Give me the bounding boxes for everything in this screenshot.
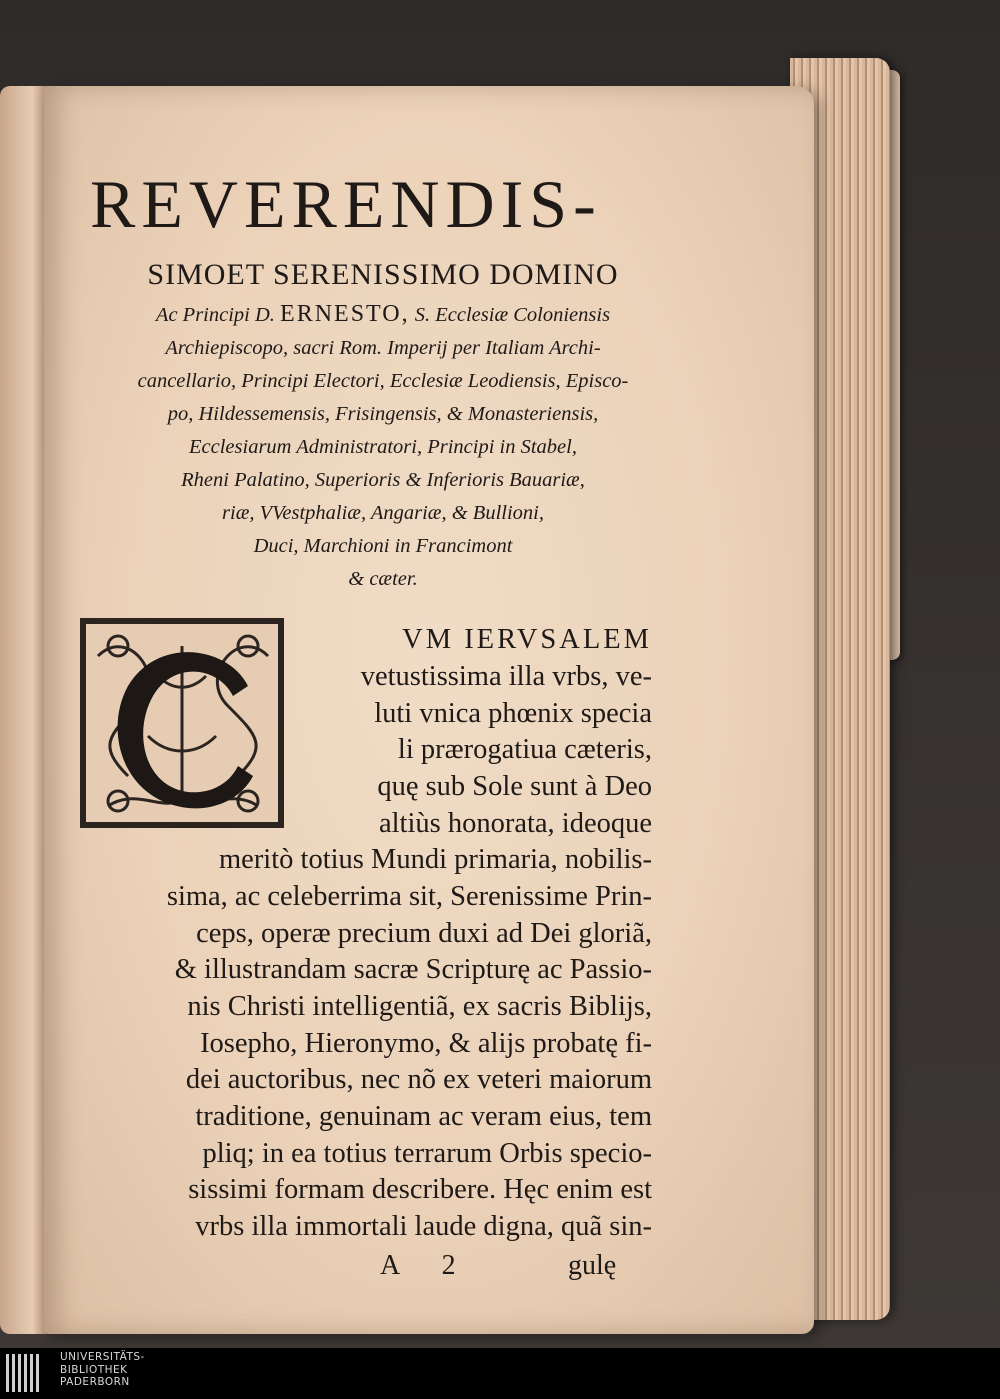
dedication-line: cancellario, Principi Electori, Ecclesiæ Leodiensis, Episco- — [137, 370, 629, 392]
body-line: Iosepho, Hieronymo, & alijs probatę fi- — [200, 1028, 652, 1059]
dedication-block — [84, 298, 682, 596]
left-page-edge — [0, 86, 46, 1334]
dedication-line: Archiepiscopo, sacri Rom. Imperij per Italiam Archi- — [165, 337, 601, 359]
body-line: sima, ac celeberrima sit, Serenissime Prin- — [166, 881, 652, 912]
body-line: traditione, genuinam ac veram eius, tem — [195, 1101, 652, 1132]
body-line: & illustrandam sacræ Scripturę ac Passio- — [174, 954, 652, 985]
body-line: nis Christi intelligentiã, ex sacris Biblijs, — [187, 991, 652, 1022]
body-line: dei auctoribus, nec nõ ex veteri maiorum — [185, 1064, 652, 1095]
dedication-line: Rheni Palatino, Superioris & Inferioris Bauariæ, — [181, 469, 585, 491]
logo-line: UNIVERSITÄTS- — [60, 1351, 145, 1363]
page-title: REVERENDIS- — [90, 166, 602, 242]
catchword: gulę — [568, 1250, 617, 1281]
footer-bar — [0, 1348, 1000, 1399]
body-line: ceps, operæ precium duxi ad Dei gloriã, — [196, 918, 652, 949]
body-line: vetustissima illa vrbs, ve- — [360, 661, 652, 692]
dedication-line: riæ, VVestphaliæ, Angariæ, & Bullioni, — [222, 502, 544, 524]
library-logo-icon — [0, 1348, 50, 1399]
body-line: li prærogatiua cæteris, — [397, 734, 652, 765]
dedication-name: ERNESTO, — [280, 301, 410, 327]
body-line: quę sub Sole sunt à Deo — [377, 771, 652, 802]
dedication-line: & cæter. — [348, 568, 418, 590]
logo-line: BIBLIOTHEK — [60, 1363, 128, 1376]
dedication-line: Ecclesiarum Administratori, Principi in Stabel, — [189, 436, 577, 458]
dedication-line: po, Hildessemensis, Frisingensis, & Monasteriensis, — [167, 403, 599, 425]
body-line: VM IERVSALEM — [402, 624, 652, 655]
dedication-line — [84, 298, 682, 332]
body-line: sissimi formam describere. Hęc enim est — [188, 1174, 652, 1205]
library-logo-text — [60, 1351, 145, 1389]
signature-mark: A 2 — [380, 1250, 474, 1281]
page-subtitle: SIMOET SERENISSIMO DOMINO — [147, 258, 619, 291]
decorated-initial-c-icon — [78, 616, 286, 830]
body-line: altiùs honorata, ideoque — [378, 808, 652, 839]
dedication-suffix: S. Ecclesiæ Coloniensis — [414, 304, 611, 326]
body-line: luti vnica phœnix specia — [374, 698, 652, 729]
body-line: vrbs illa immortali laude digna, quã sin- — [195, 1211, 652, 1242]
dedication-prefix: Ac Principi D. — [155, 304, 275, 326]
logo-line: PADERBORN — [60, 1376, 130, 1388]
dedication-line: Duci, Marchioni in Francimont — [253, 535, 513, 557]
body-line: meritò totius Mundi primaria, nobilis- — [219, 844, 652, 875]
body-line: pliq; in ea totius terrarum Orbis specio- — [202, 1138, 652, 1169]
